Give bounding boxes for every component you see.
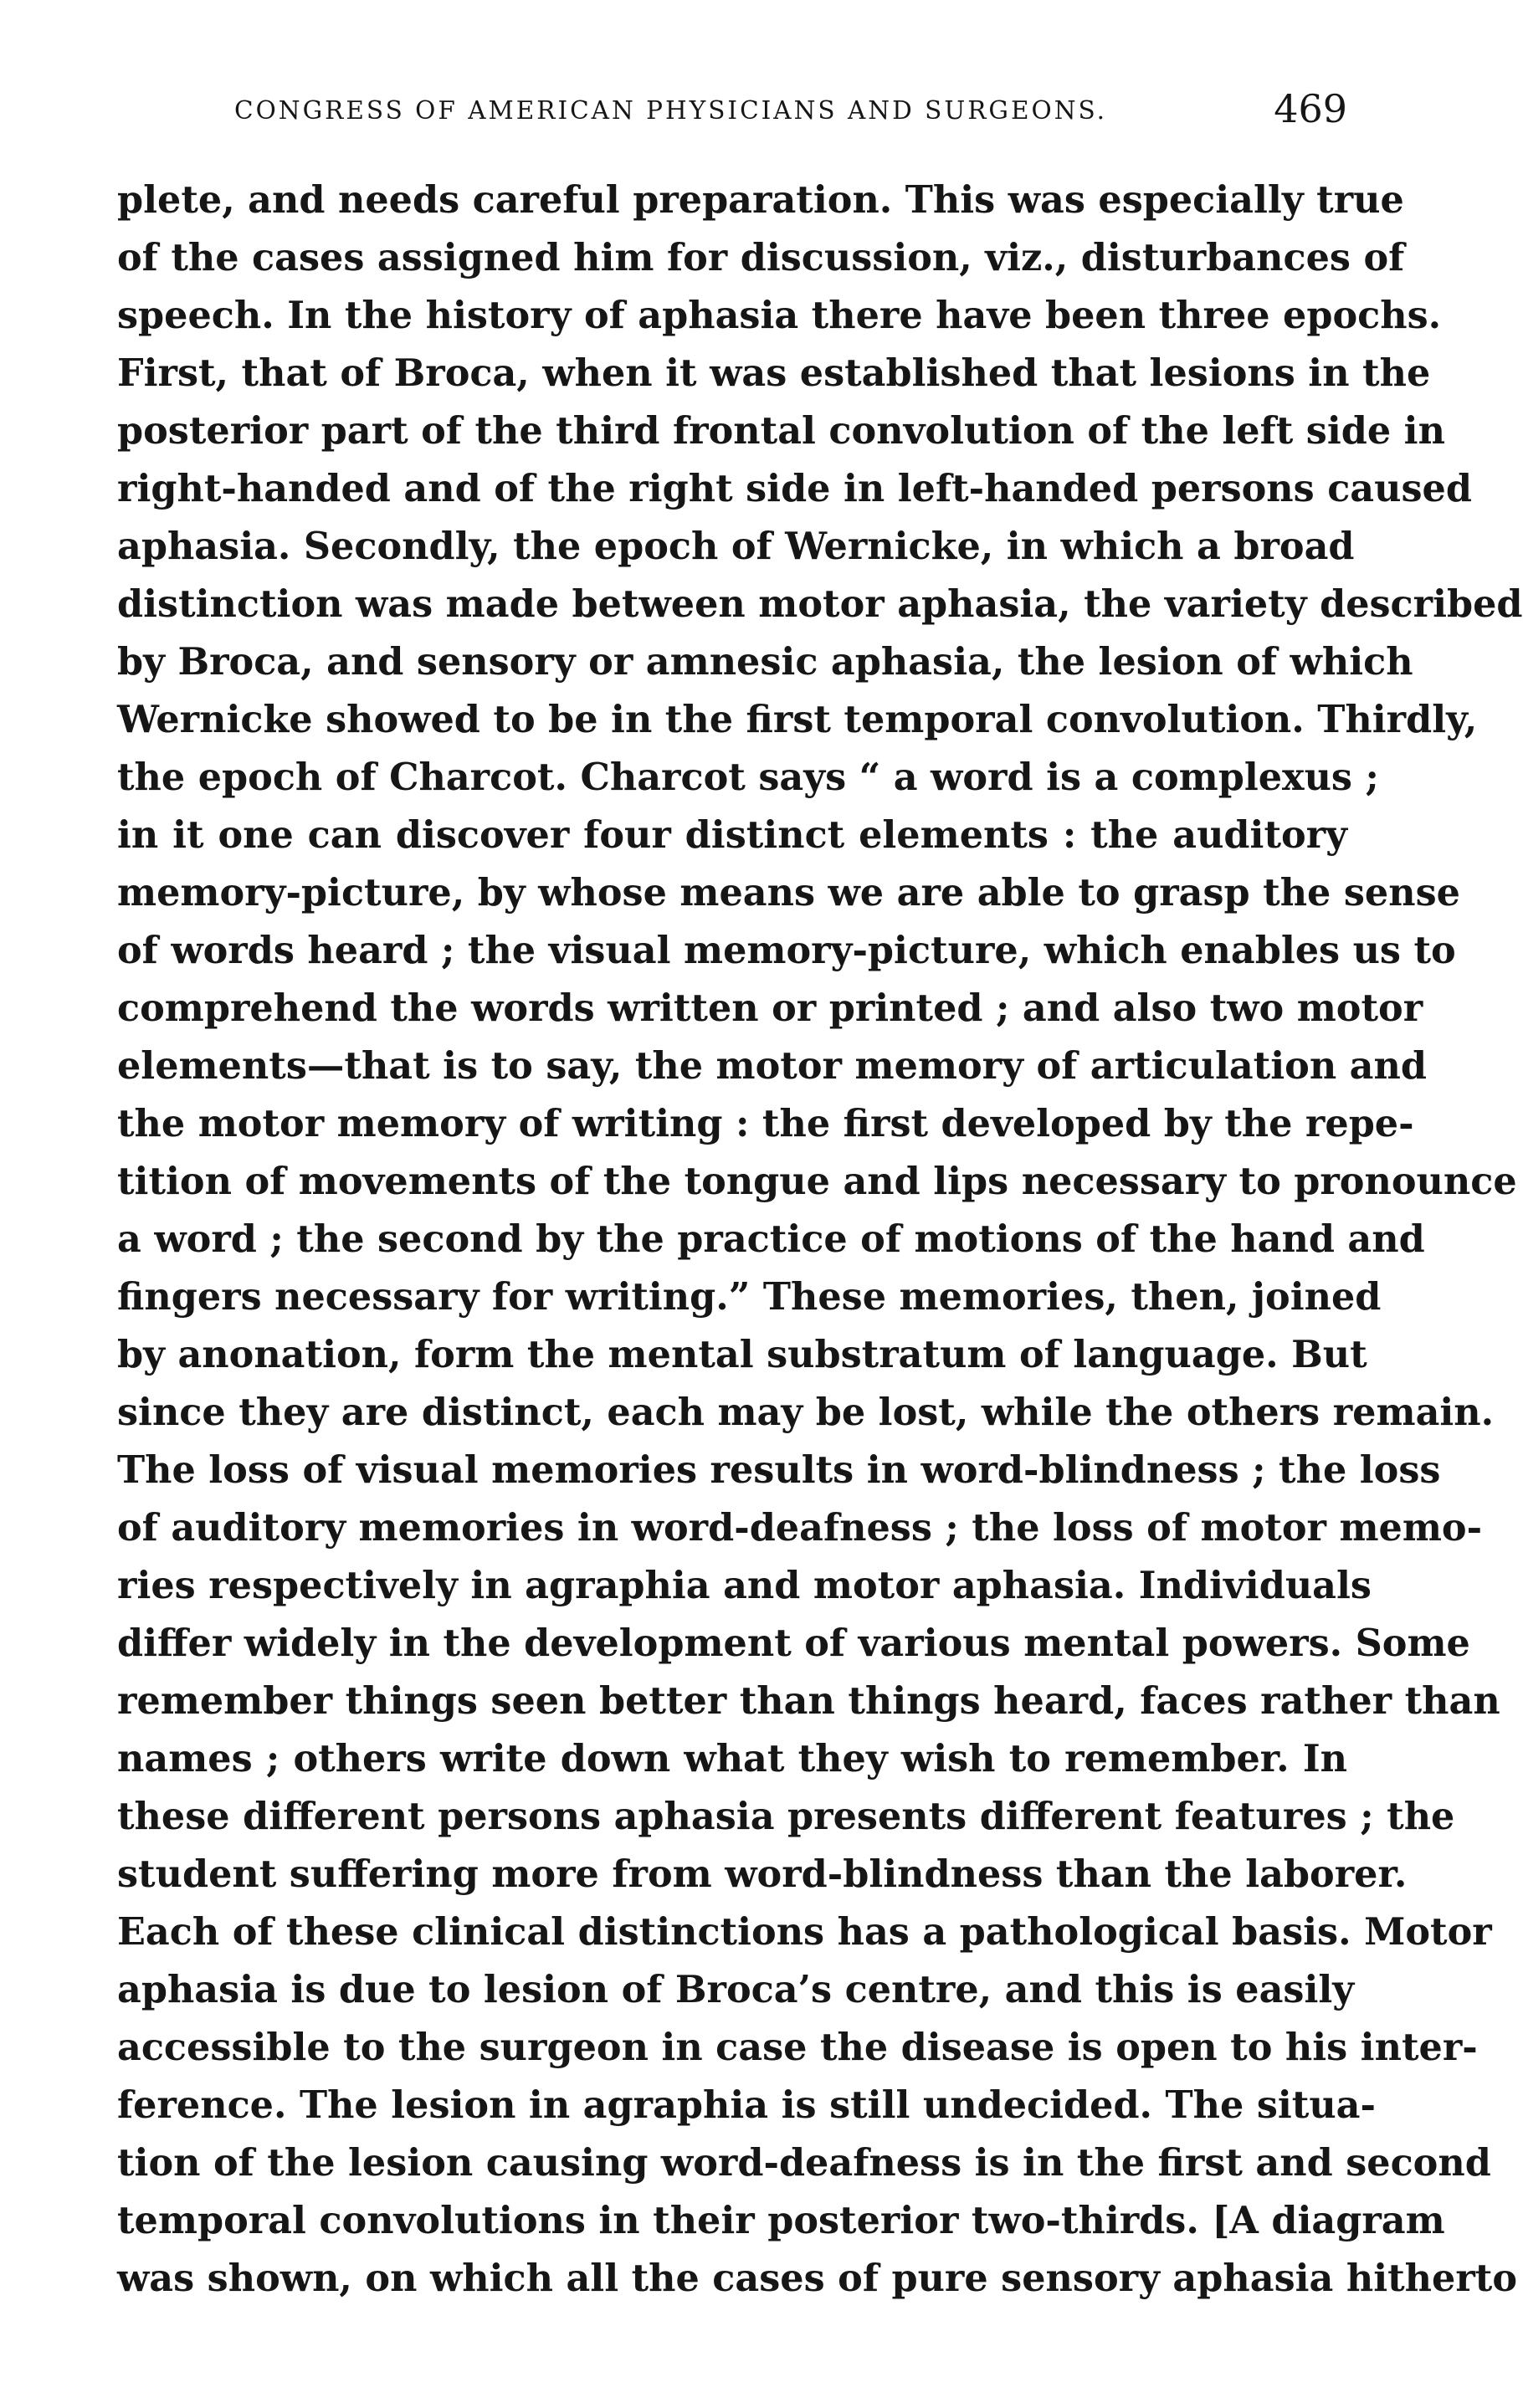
text-line: of auditory memories in word-deafness ; the loss of motor memo- bbox=[117, 1506, 1483, 1550]
text-line: of the cases assigned him for discussion, viz., disturbances of bbox=[117, 236, 1405, 279]
text-line: fingers necessary for writing.” These memories, then, joined bbox=[117, 1275, 1382, 1319]
text-line: aphasia. Secondly, the epoch of Wernicke, in which a broad bbox=[117, 525, 1355, 568]
text-line: a word ; the second by the practice of motions of the hand and bbox=[117, 1217, 1425, 1261]
text-line: remember things seen better than things heard, faces rather than bbox=[117, 1679, 1500, 1723]
text-line: names ; others write down what they wish to remember. In bbox=[117, 1737, 1347, 1780]
text-line: tion of the lesion causing word-deafness is in the first and second bbox=[117, 2141, 1491, 2185]
text-line: plete, and needs careful preparation. This was especially true bbox=[117, 178, 1404, 222]
text-line: in it one can discover four distinct elements : the auditory bbox=[117, 813, 1347, 857]
text-line: Wernicke showed to be in the first temporal convolution. Thirdly, bbox=[117, 698, 1478, 741]
book-page bbox=[117, 0, 1523, 2408]
text-line: accessible to the surgeon in case the disease is open to his inter- bbox=[117, 2026, 1478, 2069]
text-line: posterior part of the third frontal convolution of the left side in bbox=[117, 409, 1445, 453]
text-line: differ widely in the development of various mental powers. Some bbox=[117, 1622, 1470, 1665]
text-line: speech. In the history of aphasia there have been three epochs. bbox=[117, 294, 1442, 337]
text-line: Each of these clinical distinctions has a pathological basis. Motor bbox=[117, 1910, 1492, 1954]
text-line: comprehend the words written or printed ; and also two motor bbox=[117, 986, 1423, 1030]
text-line: tition of movements of the tongue and lips necessary to pronounce bbox=[117, 1160, 1517, 1203]
text-line: was shown, on which all the cases of pure sensory aphasia hitherto bbox=[117, 2257, 1518, 2300]
text-line: the motor memory of writing : the first developed by the repe- bbox=[117, 1102, 1414, 1145]
text-line: by anonation, form the mental substratum of language. But bbox=[117, 1333, 1367, 1376]
page-number: 469 bbox=[1274, 86, 1347, 131]
text-line: right-handed and of the right side in left-handed persons caused bbox=[117, 467, 1472, 510]
text-line: ference. The lesion in agraphia is still undecided. The situa- bbox=[117, 2083, 1376, 2127]
text-line: the epoch of Charcot. Charcot says “ a word is a complexus ; bbox=[117, 756, 1379, 799]
text-line: temporal convolutions in their posterior two-thirds. [A diagram bbox=[117, 2199, 1445, 2242]
text-line: these different persons aphasia presents different features ; the bbox=[117, 1795, 1455, 1838]
text-line: memory-picture, by whose means we are able to grasp the sense bbox=[117, 871, 1460, 915]
text-line: of words heard ; the visual memory-picture, which enables us to bbox=[117, 929, 1456, 972]
text-line: elements—that is to say, the motor memory of articulation and bbox=[117, 1044, 1427, 1088]
text-line: student suffering more from word-blindness than the laborer. bbox=[117, 1852, 1408, 1896]
text-line: aphasia is due to lesion of Broca’s centre, and this is easily bbox=[117, 1968, 1355, 2011]
running-head bbox=[117, 79, 1347, 146]
text-line: First, that of Broca, when it was established that lesions in the bbox=[117, 351, 1431, 395]
text-line: distinction was made between motor aphasia, the variety described bbox=[117, 582, 1523, 626]
text-line: by Broca, and sensory or amnesic aphasia, the lesion of which bbox=[117, 640, 1413, 684]
running-title: CONGRESS OF AMERICAN PHYSICIANS AND SURGEONS. bbox=[234, 96, 1108, 125]
text-line: The loss of visual memories results in word-blindness ; the loss bbox=[117, 1448, 1441, 1492]
text-line: since they are distinct, each may be lost, while the others remain. bbox=[117, 1391, 1495, 1434]
body-text bbox=[117, 172, 1523, 2308]
text-line: ries respectively in agraphia and motor aphasia. Individuals bbox=[117, 1564, 1372, 1607]
